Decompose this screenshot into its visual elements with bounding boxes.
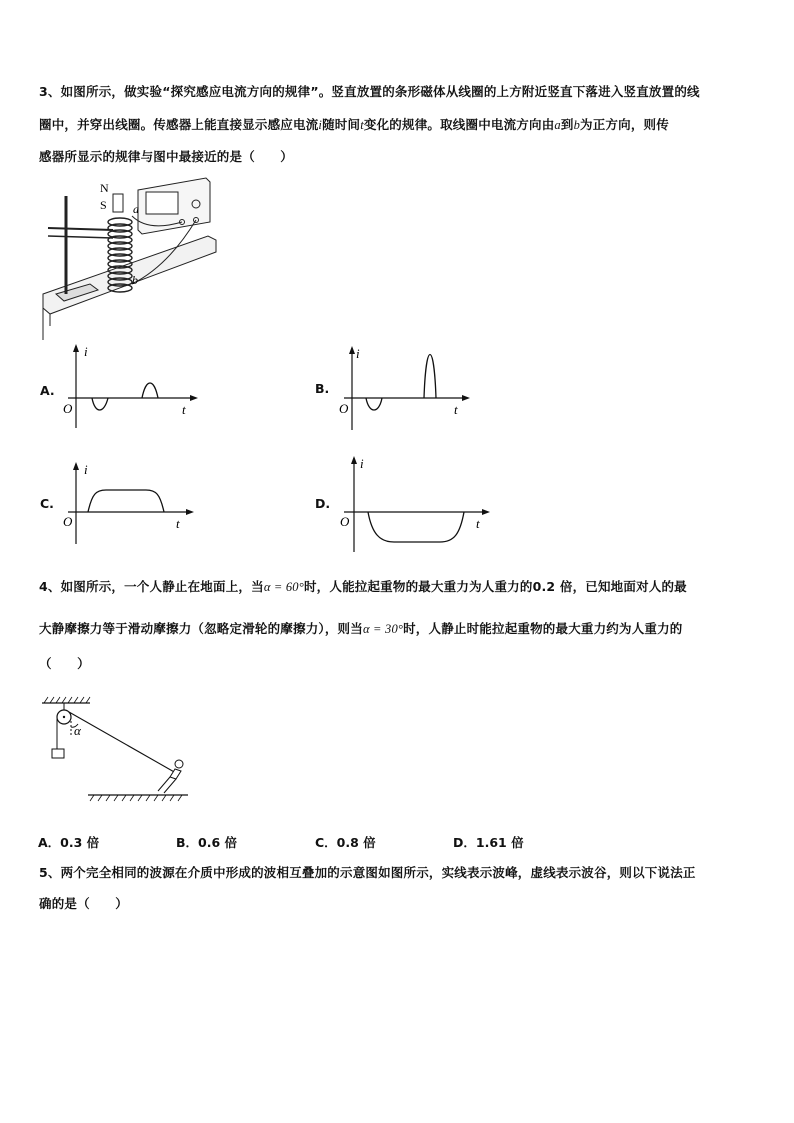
alpha-label: α bbox=[74, 723, 81, 738]
current-curve bbox=[366, 355, 436, 411]
q4-option-b[interactable]: B．0.6 倍 bbox=[176, 835, 238, 850]
q3-line-1: 3、如图所示，做实验“探究感应电流方向的规律”。竖直放置的条形磁体从线圈的上方附近竖直下落进入竖直放置的线 bbox=[39, 84, 700, 99]
q3-option-b-label[interactable]: B. bbox=[315, 381, 330, 396]
clamp-arm bbox=[48, 228, 113, 230]
weight bbox=[52, 749, 64, 758]
q3-var-t: t bbox=[360, 118, 364, 132]
sensor-screen bbox=[146, 192, 178, 214]
q4-line-1-part1: 4、如图所示，一个人静止在地面上，当 bbox=[39, 579, 264, 594]
q3-option-c-label[interactable]: C. bbox=[40, 496, 54, 511]
q4-alpha-60: α = 60° bbox=[263, 580, 304, 594]
bar-magnet bbox=[113, 194, 123, 212]
q4-option-a[interactable]: A．0.3 倍 bbox=[38, 835, 100, 850]
origin-label: O bbox=[63, 514, 73, 529]
q3-var-i: i bbox=[318, 118, 323, 132]
q4-line-2-part1: 大静摩擦力等于滑动摩擦力（忽略定滑轮的摩擦力），则当 bbox=[39, 621, 363, 636]
current-curve bbox=[92, 383, 158, 410]
current-curve bbox=[368, 512, 464, 542]
pulley-axle bbox=[63, 716, 65, 718]
q4-pulley-figure bbox=[38, 693, 194, 805]
axis-t-label: t bbox=[176, 516, 180, 531]
q3-line-2-part4: 到 bbox=[560, 117, 574, 132]
axis-t-label: t bbox=[476, 516, 480, 531]
axis-t-label: t bbox=[454, 402, 458, 417]
magnet-s-label: S bbox=[100, 198, 107, 212]
q3-option-c-graph bbox=[62, 460, 196, 546]
q3-option-a-label[interactable]: A. bbox=[40, 383, 55, 398]
q3-var-a: a bbox=[554, 118, 561, 132]
i-axis-arrow bbox=[349, 346, 355, 354]
clamp-arm-2 bbox=[48, 236, 113, 238]
q5-line-2: 确的是（ ） bbox=[39, 896, 128, 911]
q3-line-2 bbox=[39, 115, 669, 133]
axis-i-label: i bbox=[84, 462, 88, 477]
magnet-n-label: N bbox=[100, 181, 109, 195]
origin-label: O bbox=[339, 401, 349, 416]
ground-hatch bbox=[90, 795, 182, 801]
i-axis-arrow bbox=[351, 456, 357, 464]
q3-option-a-graph bbox=[62, 342, 200, 430]
q3-line-3: 感器所显示的规律与图中最接近的是（ ） bbox=[39, 149, 294, 164]
q3-apparatus-figure bbox=[38, 176, 218, 340]
axis-i-label: i bbox=[360, 456, 364, 471]
q3-line-2-part3: 变化的规律。取线圈中电流方向由 bbox=[363, 117, 555, 132]
origin-label: O bbox=[63, 401, 73, 416]
q3-line-2-part2: 随时间 bbox=[322, 117, 361, 132]
q4-line-2-part2: 时，人静止时能拉起重物的最大重力约为人重力的 bbox=[403, 621, 683, 636]
t-axis-arrow bbox=[190, 395, 198, 401]
current-curve bbox=[88, 490, 164, 512]
q4-option-c[interactable]: C．0.8 倍 bbox=[315, 835, 376, 850]
q4-line-1 bbox=[39, 577, 687, 595]
origin-label: O bbox=[340, 514, 350, 529]
i-axis-arrow bbox=[73, 462, 79, 470]
q4-alpha-30: α = 30° bbox=[362, 622, 404, 636]
pull-rope bbox=[69, 712, 176, 773]
i-axis-arrow bbox=[73, 344, 79, 352]
axis-t-label: t bbox=[182, 402, 186, 417]
q4-option-d[interactable]: D．1.61 倍 bbox=[453, 835, 524, 850]
q3-option-d-label[interactable]: D. bbox=[315, 496, 331, 511]
q3-line-2-part1: 圈中，并穿出线圈。传感器上能直接显示感应电流 bbox=[39, 117, 319, 132]
q3-option-b-graph bbox=[338, 344, 472, 432]
ceiling-hatch bbox=[44, 697, 90, 703]
q3-option-d-graph bbox=[338, 454, 492, 554]
axis-i-label: i bbox=[356, 346, 360, 361]
t-axis-arrow bbox=[186, 509, 194, 515]
coil-a-label: a bbox=[133, 202, 139, 216]
axis-i-label: i bbox=[84, 344, 88, 359]
coil-b-label: b bbox=[132, 273, 138, 287]
q4-line-3: （ ） bbox=[39, 656, 90, 671]
q3-line-2-part5: 为正方向，则传 bbox=[580, 117, 669, 132]
t-axis-arrow bbox=[462, 395, 470, 401]
q3-var-b: b bbox=[573, 118, 581, 132]
q4-line-1-part2: 时，人能拉起重物的最大重力为人重力的0.2 倍，已知地面对人的最 bbox=[303, 579, 687, 594]
q5-line-1: 5、两个完全相同的波源在介质中形成的波相互叠加的示意图如图所示，实线表示波峰，虚线表示波谷，则以下说法正 bbox=[39, 865, 696, 880]
q4-line-2 bbox=[39, 619, 683, 637]
t-axis-arrow bbox=[482, 509, 490, 515]
